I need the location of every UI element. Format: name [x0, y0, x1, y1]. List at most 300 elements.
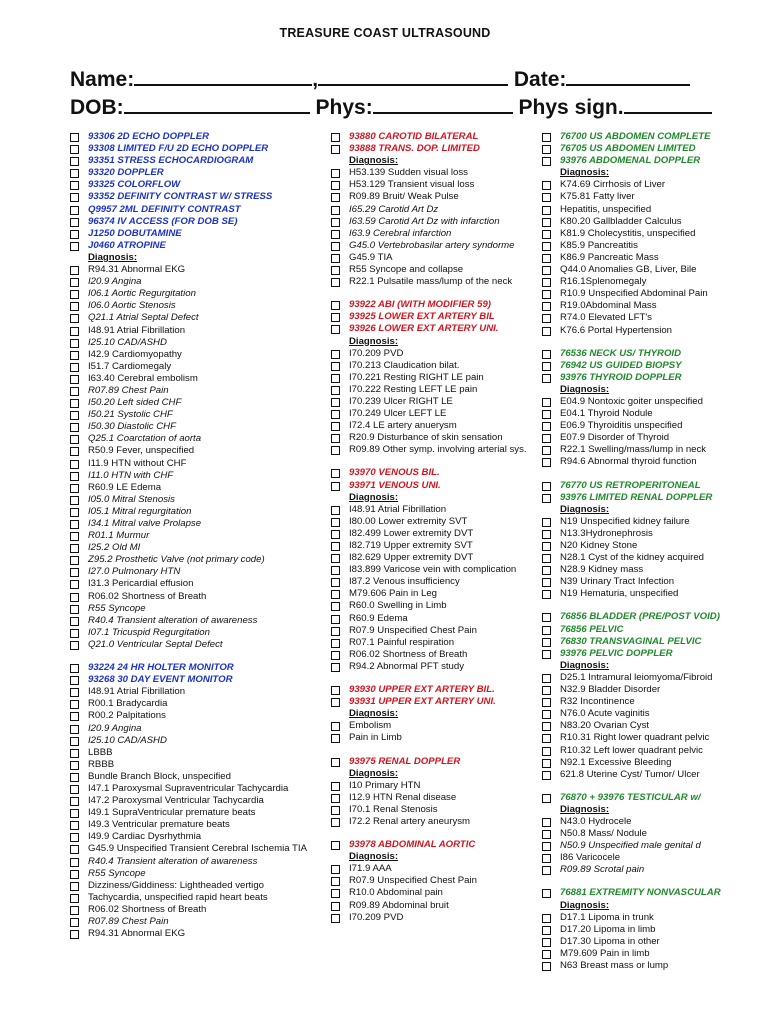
checkbox[interactable] [542, 578, 551, 587]
checkbox[interactable] [542, 254, 551, 263]
list-item[interactable] [542, 887, 721, 899]
checkbox[interactable] [542, 242, 551, 251]
date-field[interactable] [566, 66, 690, 86]
checkbox[interactable] [331, 145, 340, 154]
list-item[interactable] [70, 747, 310, 759]
checkbox[interactable] [542, 794, 551, 803]
list-item[interactable] [331, 732, 531, 744]
checkbox[interactable] [542, 530, 551, 539]
list-item[interactable] [331, 528, 531, 540]
list-item[interactable] [331, 420, 531, 432]
list-item[interactable] [542, 216, 698, 228]
checkbox[interactable] [70, 593, 79, 602]
list-item[interactable] [331, 613, 531, 625]
checkbox[interactable] [70, 278, 79, 287]
list-item[interactable] [542, 936, 698, 948]
list-item[interactable] [331, 649, 531, 661]
checkbox[interactable] [542, 771, 551, 780]
list-item[interactable] [70, 167, 310, 179]
checkbox[interactable] [542, 590, 551, 599]
checkbox[interactable] [70, 544, 79, 553]
list-item[interactable] [70, 686, 310, 698]
list-item[interactable] [331, 875, 531, 887]
checkbox[interactable] [70, 737, 79, 746]
list-item[interactable] [70, 892, 310, 904]
checkbox[interactable] [331, 794, 340, 803]
checkbox[interactable] [542, 193, 551, 202]
list-item[interactable] [542, 312, 698, 324]
list-item[interactable] [542, 360, 698, 372]
checkbox[interactable] [542, 518, 551, 527]
list-item[interactable] [542, 408, 698, 420]
checkbox[interactable] [542, 327, 551, 336]
list-item[interactable] [542, 708, 698, 720]
list-item[interactable] [542, 948, 698, 960]
list-item[interactable] [542, 720, 698, 732]
list-item[interactable] [70, 771, 310, 783]
list-item[interactable] [542, 624, 698, 636]
list-item[interactable] [331, 625, 531, 637]
checkbox[interactable] [70, 230, 79, 239]
list-item[interactable] [70, 603, 310, 615]
list-item[interactable] [331, 480, 531, 492]
checkbox[interactable] [542, 866, 551, 875]
list-item[interactable] [70, 397, 310, 409]
list-item[interactable] [331, 588, 531, 600]
checkbox[interactable] [331, 590, 340, 599]
checkbox[interactable] [542, 554, 551, 563]
list-item[interactable] [331, 637, 531, 649]
checkbox[interactable] [331, 181, 340, 190]
checkbox[interactable] [70, 568, 79, 577]
checkbox[interactable] [542, 494, 551, 503]
checkbox[interactable] [542, 145, 551, 154]
list-item[interactable] [331, 131, 531, 143]
list-item[interactable] [542, 204, 698, 216]
checkbox[interactable] [70, 169, 79, 178]
checkbox[interactable] [542, 398, 551, 407]
checkbox[interactable] [70, 133, 79, 142]
checkbox[interactable] [542, 314, 551, 323]
list-item[interactable] [542, 528, 698, 540]
list-item[interactable] [331, 839, 531, 851]
checkbox[interactable] [331, 266, 340, 275]
list-item[interactable] [70, 518, 310, 530]
checkbox[interactable] [542, 290, 551, 299]
checkbox[interactable] [70, 339, 79, 348]
list-item[interactable] [70, 674, 310, 686]
list-item[interactable] [331, 360, 531, 372]
list-item[interactable] [70, 554, 310, 566]
list-item[interactable] [542, 732, 710, 744]
list-item[interactable] [70, 807, 310, 819]
checkbox[interactable] [70, 821, 79, 830]
list-item[interactable] [70, 868, 310, 880]
checkbox[interactable] [331, 386, 340, 395]
checkbox[interactable] [542, 747, 551, 756]
checkbox[interactable] [70, 532, 79, 541]
list-item[interactable] [70, 615, 310, 627]
checkbox[interactable] [70, 302, 79, 311]
checkbox[interactable] [542, 759, 551, 768]
list-item[interactable] [331, 348, 531, 360]
list-item[interactable] [331, 900, 531, 912]
checkbox[interactable] [70, 894, 79, 903]
list-item[interactable] [331, 216, 531, 228]
checkbox[interactable] [542, 674, 551, 683]
checkbox[interactable] [70, 882, 79, 891]
checkbox[interactable] [331, 254, 340, 263]
checkbox[interactable] [542, 133, 551, 142]
checkbox[interactable] [70, 327, 79, 336]
list-item[interactable] [542, 635, 702, 648]
list-item[interactable] [331, 252, 531, 264]
checkbox[interactable] [331, 627, 340, 636]
checkbox[interactable] [70, 797, 79, 806]
checkbox[interactable] [70, 193, 79, 202]
list-item[interactable] [70, 470, 310, 482]
checkbox[interactable] [542, 230, 551, 239]
checkbox[interactable] [70, 290, 79, 299]
list-item[interactable] [70, 191, 310, 203]
checkbox[interactable] [70, 858, 79, 867]
checkbox[interactable] [542, 157, 551, 166]
checkbox[interactable] [542, 950, 551, 959]
list-item[interactable] [70, 458, 310, 470]
checkbox[interactable] [331, 530, 340, 539]
checkbox[interactable] [331, 686, 340, 695]
list-item[interactable] [70, 904, 310, 916]
phys-field[interactable] [373, 94, 513, 114]
checkbox[interactable] [70, 641, 79, 650]
checkbox[interactable] [70, 423, 79, 432]
checkbox[interactable] [70, 375, 79, 384]
list-item[interactable] [70, 578, 310, 590]
list-item[interactable] [331, 912, 531, 924]
list-item[interactable] [331, 696, 531, 708]
checkbox[interactable] [542, 962, 551, 971]
list-item[interactable] [542, 131, 711, 143]
checkbox[interactable] [331, 889, 340, 898]
list-item[interactable] [542, 276, 698, 288]
checkbox[interactable] [331, 518, 340, 527]
checkbox[interactable] [70, 508, 79, 517]
list-item[interactable] [331, 372, 531, 384]
list-item[interactable] [70, 361, 310, 373]
checkbox[interactable] [542, 350, 551, 359]
checkbox[interactable] [542, 542, 551, 551]
list-item[interactable] [70, 530, 310, 542]
list-item[interactable] [331, 720, 531, 732]
checkbox[interactable] [331, 841, 340, 850]
list-item[interactable] [70, 385, 310, 397]
checkbox[interactable] [70, 399, 79, 408]
checkbox[interactable] [331, 446, 340, 455]
list-item[interactable] [70, 337, 310, 349]
checkbox[interactable] [70, 629, 79, 638]
checkbox[interactable] [70, 484, 79, 493]
list-item[interactable] [70, 627, 310, 639]
list-item[interactable] [70, 856, 310, 868]
checkbox[interactable] [70, 725, 79, 734]
checkbox[interactable] [70, 773, 79, 782]
list-item[interactable] [70, 482, 310, 494]
checkbox[interactable] [542, 362, 551, 371]
checkbox[interactable] [331, 914, 340, 923]
checkbox[interactable] [542, 889, 551, 898]
checkbox[interactable] [331, 133, 340, 142]
list-item[interactable] [70, 698, 310, 710]
list-item[interactable] [331, 756, 531, 768]
checkbox[interactable] [70, 870, 79, 879]
list-item[interactable] [542, 288, 708, 300]
checkbox[interactable] [70, 218, 79, 227]
list-item[interactable] [331, 384, 531, 396]
list-item[interactable] [70, 880, 310, 892]
checkbox[interactable] [70, 181, 79, 190]
checkbox[interactable] [331, 218, 340, 227]
list-item[interactable] [542, 611, 720, 623]
list-item[interactable] [542, 912, 698, 924]
checkbox[interactable] [70, 266, 79, 275]
checkbox[interactable] [542, 722, 551, 731]
checkbox[interactable] [331, 554, 340, 563]
list-item[interactable] [331, 504, 531, 516]
list-item[interactable] [70, 916, 310, 928]
checkbox[interactable] [542, 374, 551, 383]
checkbox[interactable] [542, 854, 551, 863]
list-item[interactable] [542, 924, 698, 936]
list-item[interactable] [542, 456, 698, 468]
list-item[interactable] [331, 863, 531, 875]
checkbox[interactable] [542, 422, 551, 431]
list-item[interactable] [331, 323, 531, 335]
checkbox[interactable] [331, 410, 340, 419]
checkbox[interactable] [542, 446, 551, 455]
list-item[interactable] [331, 467, 531, 479]
checkbox[interactable] [542, 842, 551, 851]
checkbox[interactable] [331, 566, 340, 575]
checkbox[interactable] [542, 302, 551, 311]
list-item[interactable] [70, 735, 310, 747]
list-item[interactable] [331, 887, 531, 899]
checkbox[interactable] [331, 242, 340, 251]
list-item[interactable] [331, 444, 531, 456]
checkbox[interactable] [70, 664, 79, 673]
list-item[interactable] [542, 757, 698, 769]
list-item[interactable] [542, 143, 698, 155]
list-item[interactable] [331, 552, 531, 564]
list-item[interactable] [70, 831, 310, 843]
checkbox[interactable] [542, 686, 551, 695]
list-item[interactable] [542, 372, 698, 384]
list-item[interactable] [542, 395, 703, 408]
list-item[interactable] [70, 349, 310, 361]
checkbox[interactable] [70, 809, 79, 818]
checkbox[interactable] [542, 218, 551, 227]
list-item[interactable] [70, 710, 310, 722]
list-item[interactable] [70, 312, 310, 324]
checkbox[interactable] [331, 169, 340, 178]
checkbox[interactable] [542, 650, 551, 659]
checkbox[interactable] [542, 926, 551, 935]
list-item[interactable] [70, 591, 310, 603]
list-item[interactable] [542, 828, 698, 840]
checkbox[interactable] [70, 435, 79, 444]
list-item[interactable] [542, 264, 698, 276]
checkbox[interactable] [70, 676, 79, 685]
list-item[interactable] [542, 852, 698, 864]
checkbox[interactable] [331, 506, 340, 515]
list-item[interactable] [70, 409, 310, 421]
checkbox[interactable] [331, 325, 340, 334]
list-item[interactable] [70, 662, 310, 674]
list-item[interactable] [331, 600, 531, 612]
list-item[interactable] [542, 300, 698, 312]
list-item[interactable] [70, 143, 310, 155]
list-item[interactable] [542, 479, 701, 492]
list-item[interactable] [70, 216, 310, 228]
list-item[interactable] [331, 804, 531, 816]
list-item[interactable] [331, 396, 531, 408]
checkbox[interactable] [70, 605, 79, 614]
checkbox[interactable] [542, 410, 551, 419]
list-item[interactable] [70, 759, 310, 771]
checkbox[interactable] [70, 363, 79, 372]
list-item[interactable] [70, 433, 310, 445]
list-item[interactable] [331, 264, 531, 276]
list-item[interactable] [70, 783, 310, 795]
checkbox[interactable] [542, 482, 551, 491]
list-item[interactable] [331, 564, 531, 576]
list-item[interactable] [542, 432, 698, 444]
checkbox[interactable] [542, 266, 551, 275]
list-item[interactable] [70, 276, 310, 288]
list-item[interactable] [70, 639, 310, 651]
list-item[interactable] [542, 564, 698, 576]
checkbox[interactable] [70, 833, 79, 842]
list-item[interactable] [542, 191, 698, 203]
list-item[interactable] [70, 566, 310, 578]
checkbox[interactable] [70, 712, 79, 721]
list-item[interactable] [70, 288, 310, 300]
list-item[interactable] [70, 723, 310, 735]
list-item[interactable] [70, 204, 310, 216]
checkbox[interactable] [70, 520, 79, 529]
list-item[interactable] [331, 204, 531, 216]
checkbox[interactable] [331, 398, 340, 407]
list-item[interactable] [542, 588, 698, 600]
checkbox[interactable] [70, 785, 79, 794]
list-item[interactable] [70, 240, 310, 252]
list-item[interactable] [542, 552, 704, 564]
list-item[interactable] [331, 276, 531, 288]
checkbox[interactable] [331, 902, 340, 911]
checkbox[interactable] [542, 566, 551, 575]
name-field-second[interactable] [318, 66, 508, 86]
list-item[interactable] [331, 816, 531, 828]
checkbox[interactable] [542, 278, 551, 287]
list-item[interactable] [70, 421, 310, 433]
checkbox[interactable] [331, 313, 340, 322]
checkbox[interactable] [70, 556, 79, 565]
checkbox[interactable] [331, 469, 340, 478]
checkbox[interactable] [331, 651, 340, 660]
name-field-first[interactable] [134, 66, 312, 86]
checkbox[interactable] [331, 818, 340, 827]
list-item[interactable] [542, 240, 698, 252]
list-item[interactable] [331, 684, 531, 696]
checkbox[interactable] [542, 458, 551, 467]
checkbox[interactable] [70, 617, 79, 626]
list-item[interactable] [70, 928, 310, 940]
checkbox[interactable] [70, 918, 79, 927]
checkbox[interactable] [542, 626, 551, 635]
checkbox[interactable] [542, 734, 551, 743]
checkbox[interactable] [70, 157, 79, 166]
list-item[interactable] [542, 444, 707, 456]
checkbox[interactable] [70, 314, 79, 323]
checkbox[interactable] [542, 638, 551, 647]
list-item[interactable] [542, 179, 698, 191]
checkbox[interactable] [331, 206, 340, 215]
list-item[interactable] [331, 240, 531, 252]
list-item[interactable] [542, 671, 713, 684]
checkbox[interactable] [70, 411, 79, 420]
list-item[interactable] [70, 373, 310, 385]
checkbox[interactable] [331, 734, 340, 743]
list-item[interactable] [331, 191, 531, 203]
list-item[interactable] [542, 228, 698, 240]
checkbox[interactable] [331, 434, 340, 443]
list-item[interactable] [542, 648, 698, 660]
list-item[interactable] [70, 819, 310, 831]
list-item[interactable] [542, 491, 713, 504]
checkbox[interactable] [70, 930, 79, 939]
checkbox[interactable] [70, 206, 79, 215]
list-item[interactable] [70, 542, 310, 554]
checkbox[interactable] [331, 230, 340, 239]
checkbox[interactable] [331, 578, 340, 587]
checkbox[interactable] [70, 242, 79, 251]
checkbox[interactable] [331, 877, 340, 886]
checkbox[interactable] [331, 615, 340, 624]
checkbox[interactable] [331, 722, 340, 731]
list-item[interactable] [331, 780, 531, 792]
checkbox[interactable] [70, 700, 79, 709]
list-item[interactable] [542, 155, 701, 167]
checkbox[interactable] [331, 482, 340, 491]
list-item[interactable] [542, 840, 701, 852]
checkbox[interactable] [542, 613, 551, 622]
checkbox[interactable] [70, 496, 79, 505]
checkbox[interactable] [331, 806, 340, 815]
list-item[interactable] [70, 494, 310, 506]
list-item[interactable] [542, 516, 698, 528]
list-item[interactable] [331, 408, 531, 420]
list-item[interactable] [331, 540, 531, 552]
checkbox[interactable] [70, 845, 79, 854]
list-item[interactable] [331, 792, 531, 804]
list-item[interactable] [331, 143, 531, 155]
checkbox[interactable] [542, 434, 551, 443]
list-item[interactable] [70, 843, 310, 855]
checkbox[interactable] [331, 278, 340, 287]
list-item[interactable] [331, 167, 531, 179]
list-item[interactable] [70, 506, 310, 518]
checkbox[interactable] [70, 761, 79, 770]
list-item[interactable] [331, 311, 531, 323]
